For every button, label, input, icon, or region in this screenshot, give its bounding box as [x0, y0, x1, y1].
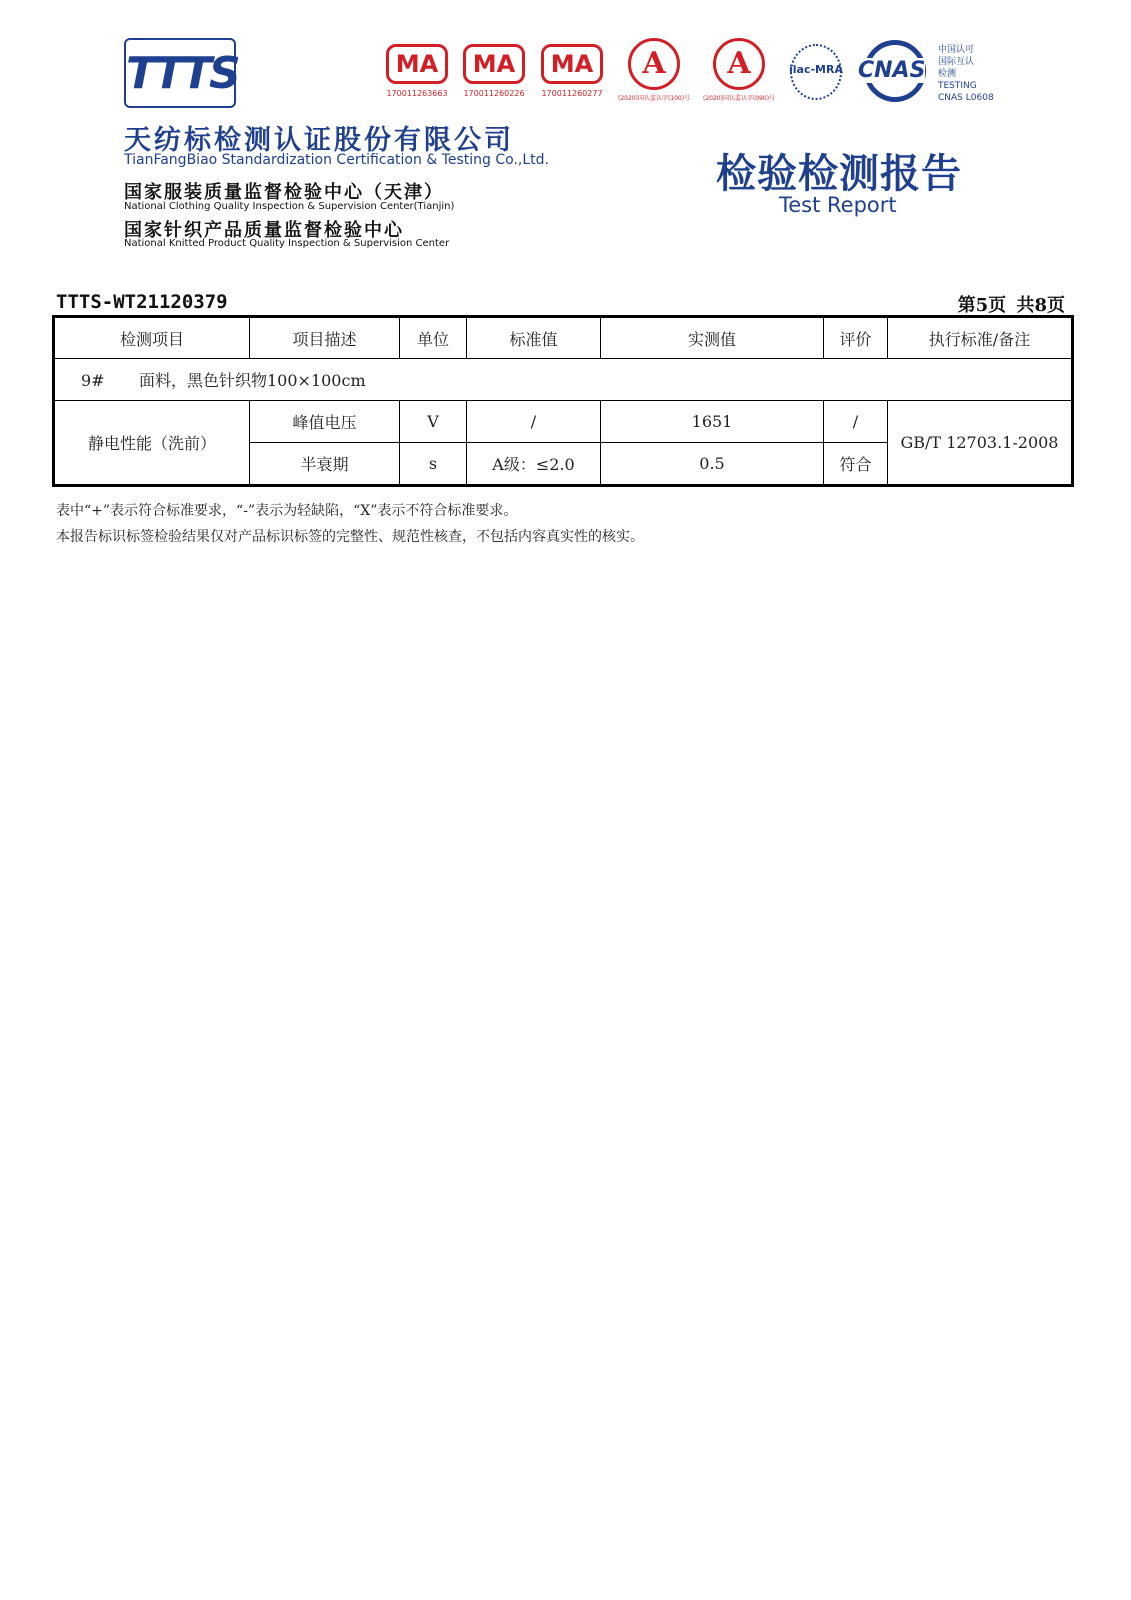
header-unit: 单位: [400, 317, 467, 359]
cma-seal-1: [386, 44, 448, 98]
cal-number: (2020)国认监认字(100)号: [618, 95, 691, 102]
report-title-cn: 检验检测报告: [716, 150, 962, 197]
ilac-mra-text: ilac-MRA: [789, 63, 843, 76]
cma-seal-3: [541, 44, 603, 98]
cal-badge: A: [628, 38, 680, 90]
cal-seal-2: [703, 44, 775, 102]
cal-number: (2020)国认监认字(090)号: [703, 95, 776, 102]
clothing-center-name-cn: 国家服装质量监督检验中心（天津）: [124, 182, 444, 203]
company-name-en: TianFangBiao Standardization Certification & Testing Co.,Ltd.: [124, 152, 549, 168]
header-standard-value: 标准值: [467, 317, 601, 359]
sample-number: 9#: [81, 371, 105, 390]
sample-description: 面料，黑色针织物100×100cm: [139, 371, 366, 390]
standard-value-cell: /: [467, 401, 601, 443]
header-description: 项目描述: [250, 317, 400, 359]
knitted-center-name-en: National Knitted Product Quality Inspection & Supervision Center: [124, 238, 450, 249]
standard-value-cell: A级：≤2.0: [467, 443, 601, 486]
results-table: [52, 315, 1074, 487]
ilac-mra-logo: [788, 42, 844, 102]
table-row: [54, 401, 1073, 443]
unit-cell: s: [400, 443, 467, 486]
description-cell: 峰值电压: [250, 401, 400, 443]
cnas-info-line: 检测: [938, 69, 957, 79]
description-cell: 半衰期: [250, 443, 400, 486]
report-title-en: Test Report: [779, 193, 897, 217]
cal-badge: A: [713, 38, 765, 90]
page-indicator: [954, 291, 1065, 317]
note-line: 表中“+”表示符合标准要求，“-”表示为轻缺陷，“X”表示不符合标准要求。: [56, 503, 518, 519]
notes: [56, 498, 644, 550]
page-total: 共8页: [1016, 295, 1065, 316]
table-header-row: [54, 317, 1073, 359]
clothing-center-name-en: National Clothing Quality Inspection & Supervision Center(Tianjin): [124, 201, 455, 212]
header-evaluation: 评价: [824, 317, 888, 359]
page-current: 第5页: [957, 295, 1007, 316]
cma-number: 170011260277: [541, 89, 603, 98]
test-item-cell: 静电性能（洗前）: [54, 401, 250, 486]
header-measured-value: 实测值: [601, 317, 824, 359]
cma-badge: MA: [463, 44, 525, 84]
report-number: TTTS-WT21120379: [56, 291, 228, 313]
cnas-info-line: TESTING: [938, 81, 977, 91]
cnas-text: CNAS: [858, 58, 926, 83]
ttts-logo-text: TTTS: [126, 48, 238, 99]
cnas-info-line: 国际互认: [938, 57, 975, 67]
cma-badge: MA: [386, 44, 448, 84]
measured-value-cell: 1651: [601, 401, 824, 443]
knitted-center-name-cn: 国家针织产品质量监督检验中心: [124, 220, 404, 241]
evaluation-cell: 符合: [824, 443, 888, 486]
cnas-logo: [858, 40, 938, 102]
cma-badge: MA: [541, 44, 603, 84]
unit-cell: V: [400, 401, 467, 443]
cnas-info-line: 中国认可: [938, 45, 975, 55]
sample-row: [54, 359, 1073, 401]
cma-number: 170011260226: [463, 89, 525, 98]
standard-cell: GB/T 12703.1-2008: [888, 401, 1073, 486]
measured-value-cell: 0.5: [601, 443, 824, 486]
note-line: 本报告标识标签检验结果仅对产品标识标签的完整性、规范性核查，不包括内容真实性的核实。: [56, 529, 644, 545]
cnas-info: [938, 44, 994, 104]
cma-seal-2: [463, 44, 525, 98]
cma-number: 170011263663: [386, 89, 448, 98]
ttts-logo: [124, 38, 236, 108]
cal-seal-1: [618, 44, 690, 102]
sample-cell: [54, 359, 1073, 401]
evaluation-cell: /: [824, 401, 888, 443]
header-standard-remarks: 执行标准/备注: [888, 317, 1073, 359]
cnas-info-line: CNAS L0608: [938, 93, 994, 103]
company-name-cn: 天纺标检测认证股份有限公司: [124, 125, 514, 156]
header-test-item: 检测项目: [54, 317, 250, 359]
